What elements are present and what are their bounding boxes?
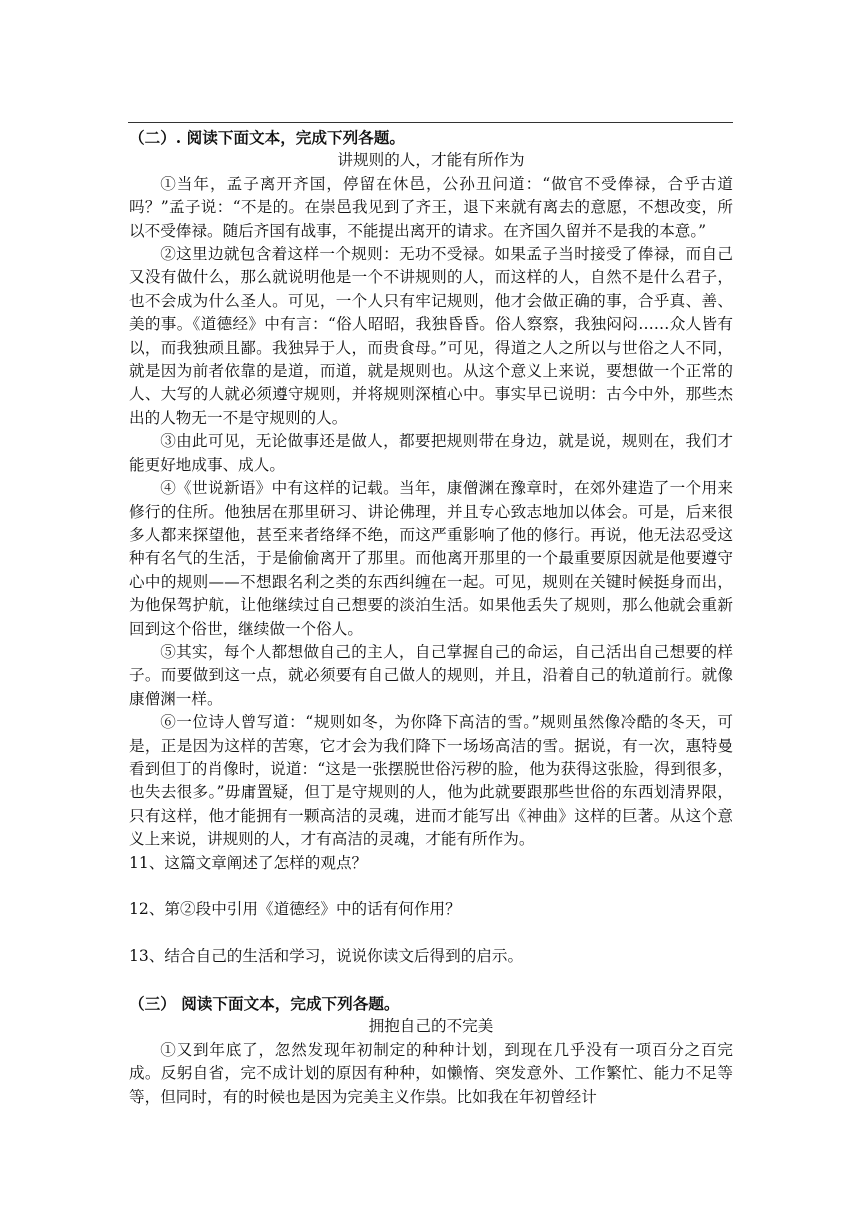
document-body (129, 126, 733, 1109)
top-rule (128, 122, 733, 123)
article-1-paragraph-6: ⑥一位诗人曾写道：“规则如冬，为你降下高洁的雪。”规则虽然像冷酷的冬天，可是，正是因为这样的苦寒，它才会为我们降下一场场高洁的雪。据说，有一次，惠特曼看到但丁的肖像时，说道：“这是一张摆脱世俗污秽的脸，他为获得这张脸，得到很多，也失去很多。”毋庸置疑，但丁是守规则的人，他为此就要跟那些世俗的东西划清界限，只有这样，他才能拥有一颗高洁的灵魂，进而才能写出《神曲》这样的巨著。从这个意义上来说，讲规则的人，才有高洁的灵魂，才能有所作为。 (129, 713, 733, 849)
article-2-paragraph-1: ①又到年底了，忽然发现年初制定的种种计划，到现在几乎没有一项百分之百完成。反躬自省，完不成计划的原因有种种，如懒惰、突发意外、工作繁忙、能力不足等等，但同时，有的时候也是因为完美主义作祟。比如我在年初曾经计 (129, 1040, 733, 1106)
article-1-paragraph-1: ①当年，孟子离开齐国，停留在休邑，公孙丑问道：“做官不受俸禄，合乎古道吗？”孟子说：“不是的。在崇邑我见到了齐王，退下来就有离去的意愿，不想改变，所以不受俸禄。随后齐国有战事，不能提出离开的请求。在齐国久留并不是我的本意。” (129, 174, 733, 240)
question-11: 11、这篇文章阐述了怎样的观点？ (129, 853, 368, 872)
article-1-paragraph-4: ④《世说新语》中有这样的记载。当年，康僧渊在豫章时，在郊外建造了一个用来修行的住所。他独居在那里研习、讲论佛理，并且专心致志地加以体会。可是，后来很多人都来探望他，甚至来者络绎不绝，而这严重影响了他的修行。再说，他无法忍受这种有名气的生活，于是偷偷离开了那里。而他离开那里的一个最重要原因就是他要遵守心中的规则——不想跟名利之类的东西纠缠在一起。可见，规则在关键时候挺身而出，为他保驾护航，让他继续过自己想要的淡泊生活。如果他丢失了规则，那么他就会重新回到这个俗世，继续做一个俗人。 (129, 479, 733, 638)
article-1-paragraph-3: ③由此可见，无论做事还是做人，都要把规则带在身边，就是说，规则在，我们才能更好地成事、成人。 (129, 432, 733, 474)
section-3-heading: （三） 阅读下面文本，完成下列各题。 (129, 993, 400, 1013)
question-12: 12、第②段中引用《道德经》中的话有何作用？ (129, 900, 461, 919)
article-1-paragraph-2: ②这里边就包含着这样一个规则：无功不受禄。如果孟子当时接受了俸禄，而自己又没有做什么，那么就说明他是一个不讲规则的人，而这样的人，自然不是什么君子，也不会成为什么圣人。可见，一个人只有牢记规则，他才会做正确的事，合乎真、善、美的事。《道德经》中有言：“俗人昭昭，我独昏昏。俗人察察，我独闷闷……众人皆有以，而我独顽且鄙。我独异于人，而贵食母。”可见，得道之人之所以与世俗之人不同，就是因为前者依靠的是道，而道，就是规则也。从这个意义上来说，要想做一个正常的人、大写的人就必须遵守规则，并将规则深植心中。事实早已说明：古今中外，那些杰出的人物无一不是守规则的人。 (129, 245, 733, 427)
section-2-heading: （二）. 阅读下面文本，完成下列各题。 (129, 128, 405, 147)
question-13: 13、结合自己的生活和学习，说说你读文后得到的启示。 (129, 947, 524, 966)
article-1-title: 讲规则的人，才能有所作为 (337, 151, 525, 170)
article-1-paragraph-5: ⑤其实，每个人都想做自己的主人，自己掌握自己的命运，自己活出自己想要的样子。而要做到这一点，就必须要有自己做人的规则，并且，沿着自己的轨道前行。就像康僧渊一样。 (129, 642, 733, 708)
article-2-title: 拥抱自己的不完美 (368, 1017, 494, 1036)
